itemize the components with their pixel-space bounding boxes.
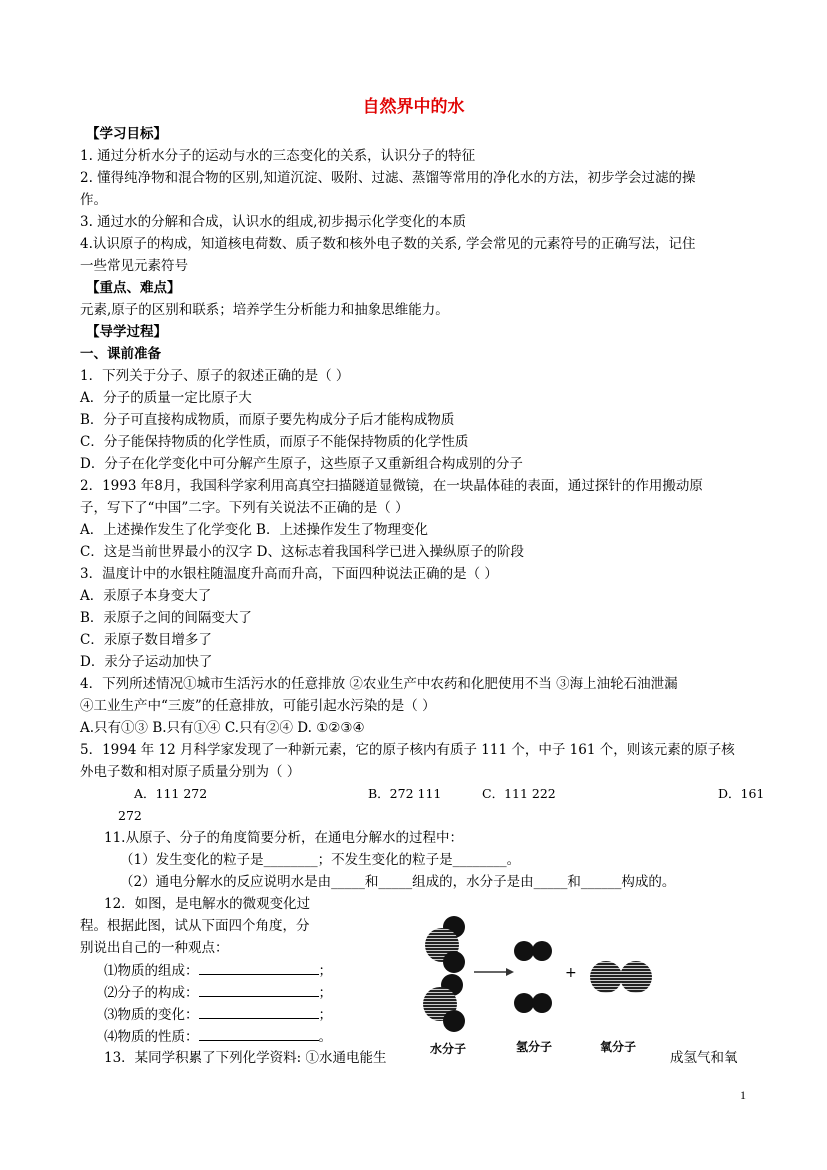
- text-line: A．汞原子本身变大了: [80, 588, 212, 604]
- text-line: 1. 通过分析水分子的运动与水的三态变化的关系，认识分子的特征: [80, 148, 476, 164]
- section-prep-heading: 一、课前准备: [80, 346, 161, 362]
- answer-label: ⑵分子的构成：: [104, 985, 199, 1001]
- answer-blank[interactable]: [199, 982, 319, 997]
- answer-end: ；: [318, 1007, 332, 1023]
- section-goals-heading: 【学习目标】: [86, 126, 167, 142]
- text-line: 2．1993 年8月，我国科学家利用高真空扫描隧道显微镜，在一块晶体硅的表面，通过探针的作用搬动原: [80, 478, 703, 494]
- question-12-line: 程。根据此图，试从下面四个角度，分: [80, 918, 310, 934]
- answer-row: [104, 960, 332, 981]
- text-line: 一些常见元素符号: [80, 258, 188, 274]
- hydrogen-molecule: [514, 993, 552, 1013]
- section-keypoints-heading: 【重点、难点】: [86, 280, 181, 296]
- answer-label: ⑷物质的性质：: [104, 1029, 199, 1045]
- electrolysis-figure: [410, 905, 660, 1065]
- question-13-start: 13．某同学积累了下列化学资料: ①水通电能生: [104, 1050, 387, 1066]
- text-line: 外电子数和相对原子质量分别为（ ）: [80, 764, 301, 780]
- option-c: C．111 222: [482, 786, 556, 801]
- question-12-line: 别说出自己的一种观点：: [80, 940, 229, 956]
- text-line: 作。: [80, 192, 107, 208]
- water-molecule: [423, 974, 465, 1032]
- answer-label: ⑶物质的变化：: [104, 1007, 199, 1023]
- answer-row: [104, 1004, 332, 1025]
- answer-row: [104, 982, 332, 1003]
- question-13-end: 成氢气和氧: [670, 1050, 738, 1066]
- text-line: 元素,原子的区别和联系；培养学生分析能力和抽象思维能力。: [80, 302, 449, 318]
- text-line: 2. 懂得纯净物和混合物的区别,知道沉淀、吸附、过滤、蒸馏等常用的净化水的方法，初步学会过滤的操: [80, 170, 696, 186]
- answer-blank[interactable]: [199, 1004, 319, 1019]
- page-title: 自然界中的水: [362, 97, 465, 117]
- text-line: 3．温度计中的水银柱随温度升高而升高，下面四种说法正确的是（ ）: [80, 566, 498, 582]
- question-11-part-1: （1）发生变化的粒子是________；不发生变化的粒子是________。: [120, 852, 521, 868]
- answer-row: [104, 1026, 332, 1047]
- question-11-part-2: （2）通电分解水的反应说明水是由_____和_____组成的，水分子是由_____和______构成的。: [120, 874, 676, 890]
- text-line: 1．下列关于分子、原子的叙述正确的是（ ）: [80, 368, 350, 384]
- text-line: B．分子可直接构成物质，而原子要先构成分子后才能构成物质: [80, 412, 455, 428]
- option-d: D．161: [718, 786, 765, 801]
- text-line: D．汞分子运动加快了: [80, 654, 213, 670]
- arrow-icon: [474, 968, 514, 976]
- hydrogen-molecule: [514, 941, 552, 961]
- label-hydrogen-molecule: 氢分子: [516, 1040, 553, 1054]
- page-number: 1: [740, 1088, 746, 1102]
- section-process-heading: 【导学过程】: [86, 324, 167, 340]
- question-11: 11.从原子、分子的角度简要分析，在通电分解水的过程中：: [104, 830, 463, 846]
- water-molecule: [425, 916, 465, 973]
- text-line: A．分子的质量一定比原子大: [80, 390, 252, 406]
- text-line: A．上述操作发生了化学变化 B．上述操作发生了物理变化: [80, 522, 428, 538]
- text-line: 子，写下了“中国”二字。下列有关说法不正确的是（ ）: [80, 500, 409, 516]
- text-line: C．这是当前世界最小的汉字 D、这标志着我国科学已进入操纵原子的阶段: [80, 544, 524, 560]
- answer-end: ；: [318, 985, 332, 1001]
- text-line: D．分子在化学变化中可分解产生原子，这些原子又重新组合构成别的分子: [80, 456, 523, 472]
- answer-end: 。: [318, 1029, 332, 1045]
- answer-blank[interactable]: [199, 1026, 319, 1041]
- label-oxygen-molecule: 氧分子: [600, 1040, 637, 1054]
- text-line: A.只有①③ B.只有①④ C.只有②④ D. ①②③④: [80, 720, 365, 736]
- answer-end: ；: [318, 963, 332, 979]
- answer-blank[interactable]: [199, 960, 319, 975]
- text-line: C．分子能保持物质的化学性质，而原子不能保持物质的化学性质: [80, 434, 469, 450]
- text-line: 5．1994 年 12 月科学家发现了一种新元素，它的原子核内有质子 111 个，中子 161 个，则该元素的原子核: [80, 742, 735, 758]
- text-line: C．汞原子数目增多了: [80, 632, 212, 648]
- option-b: B．272 111: [368, 786, 442, 801]
- text-line: 4.认识原子的构成，知道核电荷数、质子数和核外电子数的关系, 学会常见的元素符号的正确写法，记住: [80, 236, 696, 252]
- option-a: A．111 272: [134, 786, 208, 801]
- text-line: B．汞原子之间的间隔变大了: [80, 610, 252, 626]
- question-12: 12．如图，是电解水的微观变化过: [104, 896, 311, 912]
- text-line: 4．下列所述情况①城市生活污水的任意排放 ②农业生产中农药和化肥使用不当 ③海上油轮石油泄漏: [80, 676, 678, 692]
- oxygen-molecule: [590, 961, 652, 993]
- label-water-molecule: 水分子: [430, 1042, 467, 1056]
- text-line: ④工业生产中“三废”的任意排放，可能引起水污染的是（ ）: [80, 698, 436, 714]
- option-d-continued: 272: [118, 808, 142, 823]
- answer-label: ⑴物质的组成：: [104, 963, 199, 979]
- plus-sign: +: [565, 965, 577, 981]
- text-line: 3. 通过水的分解和合成，认识水的组成,初步揭示化学变化的本质: [80, 214, 466, 230]
